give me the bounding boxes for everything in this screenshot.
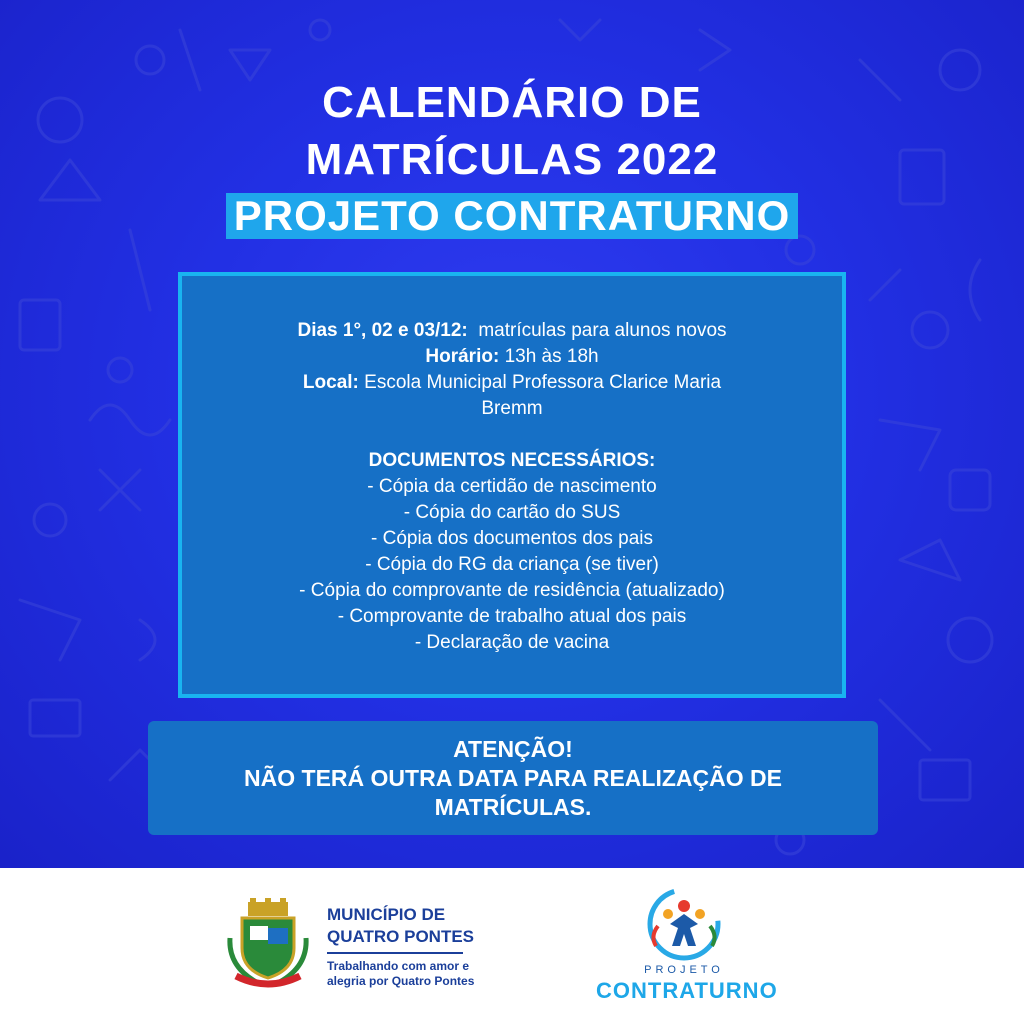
project-title: PROJETO CONTRATURNO	[226, 193, 798, 239]
attention-line-2: NÃO TERÁ OUTRA DATA PARA REALIZAÇÃO DE	[244, 765, 782, 791]
coat-of-arms-icon	[226, 898, 310, 990]
project-label-big: CONTRATURNO	[596, 978, 778, 1003]
list-item: - Declaração de vacina	[414, 632, 610, 653]
attention-box	[148, 721, 878, 835]
title-line-1: CALENDÁRIO DE	[322, 78, 702, 127]
place-row	[212, 370, 812, 396]
list-item: - Comprovante de trabalho atual dos pais	[337, 606, 687, 627]
list-item: - Cópia do comprovante de residência (atualizado)	[299, 580, 725, 601]
place-value-continued: Bremm	[481, 398, 543, 419]
contraturno-logo	[596, 886, 778, 1016]
place-label: Local:	[302, 372, 359, 393]
list-item: - Cópia do RG da criança (se tiver)	[365, 554, 659, 575]
attention-line-3: MATRÍCULAS.	[434, 794, 592, 820]
highlight-banner	[0, 193, 1024, 239]
documents-list	[212, 474, 812, 656]
dates-label: Dias 1°, 02 e 03/12:	[297, 320, 468, 341]
footer	[0, 868, 1024, 1024]
project-label-small: PROJETO	[644, 964, 724, 976]
list-item: - Cópia dos documentos dos pais	[371, 528, 653, 549]
documents-title: DOCUMENTOS NECESSÁRIOS:	[368, 450, 656, 471]
municipality-name-2: QUATRO PONTES	[327, 927, 475, 946]
list-item: - Cópia da certidão de nascimento	[367, 476, 657, 497]
dates-value: matrículas para alunos novos	[478, 320, 727, 341]
municipality-block	[327, 904, 474, 989]
contraturno-logo-icon	[596, 886, 772, 966]
time-row	[212, 344, 812, 370]
info-box	[178, 272, 846, 698]
place-value: Escola Municipal Professora Clarice Maria	[364, 372, 722, 393]
time-label: Horário:	[425, 346, 500, 367]
time-value: 13h às 18h	[504, 346, 599, 367]
list-item: - Cópia do cartão do SUS	[403, 502, 621, 523]
slogan-line-1: Trabalhando com amor e	[327, 959, 470, 973]
attention-heading: ATENÇÃO!	[453, 736, 573, 762]
slogan-line-2: alegria por Quatro Pontes	[327, 974, 475, 988]
title-line-2: MATRÍCULAS 2022	[305, 135, 719, 184]
dates-row	[212, 318, 812, 344]
divider	[327, 952, 463, 954]
municipality-name-1: MUNICÍPIO DE	[327, 905, 446, 924]
